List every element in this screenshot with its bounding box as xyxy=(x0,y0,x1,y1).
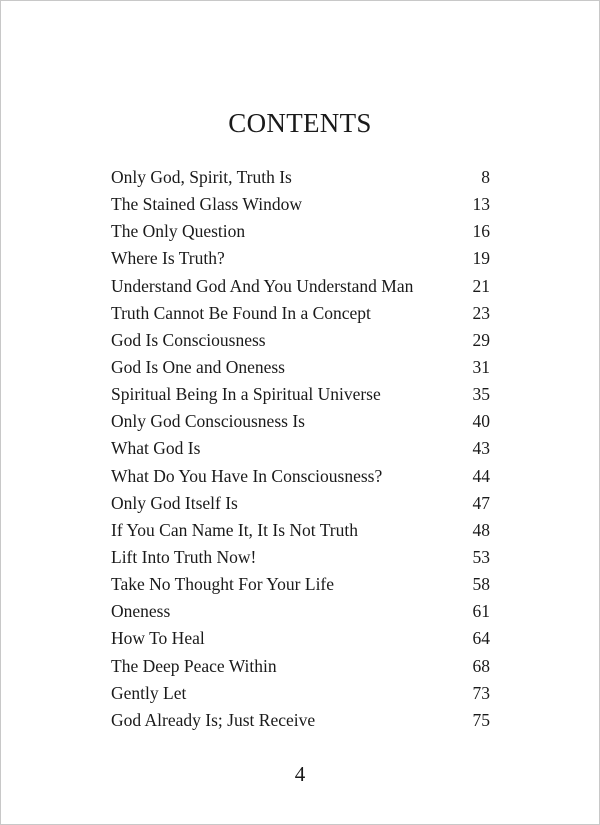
toc-entry-title: God Already Is; Just Receive xyxy=(111,709,316,730)
toc-entry-title: What God Is xyxy=(111,438,201,459)
toc-entry-page: 8 xyxy=(481,167,490,187)
toc-entry xyxy=(111,165,490,192)
toc-entry xyxy=(111,274,490,301)
toc-entry xyxy=(111,681,490,708)
toc-entry-page: 61 xyxy=(472,601,490,622)
toc-entry-title: Oneness xyxy=(111,601,171,622)
toc-entry-title: Lift Into Truth Now! xyxy=(111,546,257,567)
toc-entry xyxy=(111,355,490,382)
toc-entry xyxy=(111,626,490,653)
toc-entry-title: The Only Question xyxy=(111,221,246,242)
toc-entry-title: What Do You Have In Consciousness? xyxy=(111,465,383,486)
toc-entry-page: 44 xyxy=(472,465,490,486)
toc-entry-page: 43 xyxy=(472,438,490,459)
toc-entry-page: 21 xyxy=(472,275,490,296)
toc-entry-title: If You Can Name It, It Is Not Truth xyxy=(111,519,358,540)
toc-entry-page: 48 xyxy=(472,519,490,540)
toc-entry-title: Take No Thought For Your Life xyxy=(111,574,335,595)
toc-entry xyxy=(111,464,490,491)
toc-entry-page: 31 xyxy=(472,356,490,377)
toc-entry-page: 73 xyxy=(472,682,490,703)
toc-entry-title: Only God, Spirit, Truth Is xyxy=(111,167,292,187)
toc-entry-page: 64 xyxy=(472,628,490,649)
table-of-contents xyxy=(111,165,490,735)
toc-entry xyxy=(111,599,490,626)
toc-entry xyxy=(111,545,490,572)
toc-entry-page: 47 xyxy=(472,492,490,513)
toc-entry-title: God Is One and Oneness xyxy=(111,356,285,377)
toc-entry-page: 29 xyxy=(472,329,490,350)
toc-entry-page: 35 xyxy=(472,384,490,405)
toc-entry xyxy=(111,572,490,599)
toc-entry xyxy=(111,654,490,681)
toc-entry-title: Truth Cannot Be Found In a Concept xyxy=(111,302,371,323)
toc-entry-title: Gently Let xyxy=(111,682,187,703)
page-number: 4 xyxy=(294,762,306,786)
toc-entry xyxy=(111,301,490,328)
toc-entry xyxy=(111,491,490,518)
toc-entry-page: 68 xyxy=(472,655,490,676)
toc-entry-title: The Deep Peace Within xyxy=(111,655,277,676)
toc-entry-page: 13 xyxy=(472,194,490,215)
toc-entry xyxy=(111,219,490,246)
toc-entry-page: 16 xyxy=(472,221,490,242)
toc-entry-title: Only God Itself Is xyxy=(111,492,238,513)
toc-entry-page: 23 xyxy=(472,302,490,323)
toc-entry xyxy=(111,409,490,436)
toc-entry xyxy=(111,708,490,735)
contents-heading: CONTENTS xyxy=(228,108,372,138)
toc-entry xyxy=(111,328,490,355)
toc-entry-page: 58 xyxy=(472,574,490,595)
toc-entry-title: Where Is Truth? xyxy=(111,248,225,269)
toc-entry-page: 53 xyxy=(472,546,490,567)
toc-entry-title: The Stained Glass Window xyxy=(111,194,302,215)
toc-entry-page: 19 xyxy=(472,248,490,269)
toc-entry xyxy=(111,518,490,545)
toc-entry-title: Understand God And You Understand Man xyxy=(111,275,414,296)
toc-entry-title: Only God Consciousness Is xyxy=(111,411,305,432)
toc-entry xyxy=(111,436,490,463)
toc-entry-page: 75 xyxy=(472,709,490,730)
toc-entry xyxy=(111,246,490,273)
toc-entry xyxy=(111,192,490,219)
toc-entry-page: 40 xyxy=(472,411,490,432)
toc-entry xyxy=(111,382,490,409)
toc-entry-title: How To Heal xyxy=(111,628,205,649)
toc-entry-title: Spiritual Being In a Spiritual Universe xyxy=(111,384,381,405)
toc-entry-title: God Is Consciousness xyxy=(111,329,266,350)
